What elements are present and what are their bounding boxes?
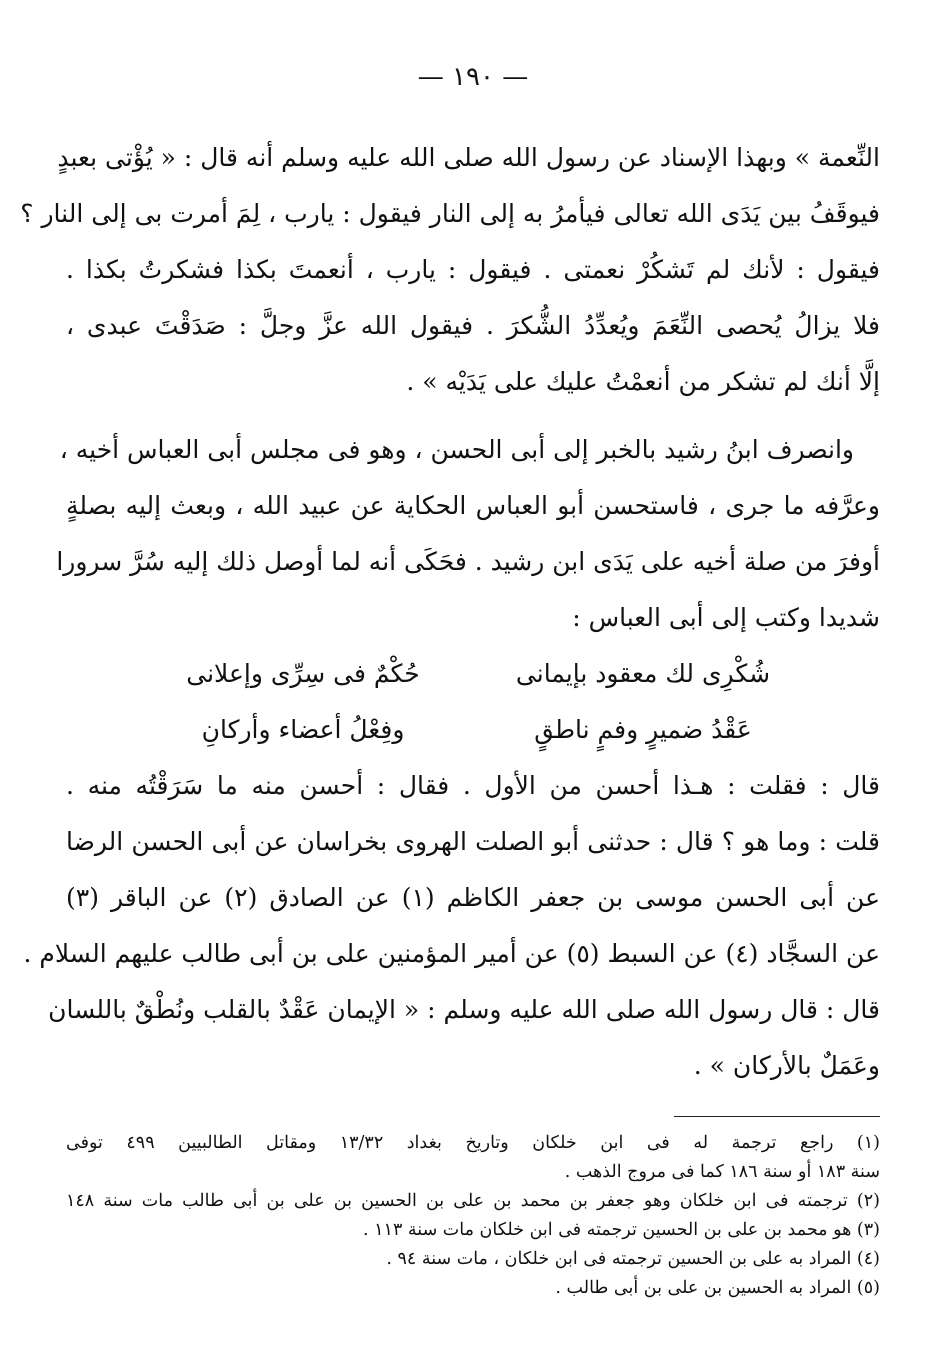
text-line: وعرَّفه ما جرى ، فاستحسن أبو العباس الحكاية عن عبيد الله ، وبعث إليه بصلةٍ [66, 491, 880, 520]
text-line: إلَّا أنك لم تشكر من أنعمْتُ عليك على يَدَيْه » . [406, 367, 880, 396]
text-line: النِّعمة » وبهذا الإسناد عن رسول الله صلى الله عليه وسلم أنه قال : « يُؤْتى بعبدٍ [57, 143, 880, 172]
text-line: فيوقَفُ بين يَدَى الله تعالى فيأمرُ به إلى النار فيقول : يارب ، لِمَ أمرت بى إلى النار ؟ [20, 199, 880, 228]
paragraph-2 [56, 422, 880, 646]
text-line: قال : فقلت : هـذا أحسن من الأول . فقال : أحسن منه ما سَرَقْتُه منه . [66, 771, 880, 800]
poem-hemistich: عَقْدُ ضميرٍ وفمٍ ناطقٍ [534, 715, 752, 744]
text-line: عن السجَّاد (٤) عن السبط (٥) عن أمير المؤمنين على بن أبى طالب عليهم السلام . [23, 939, 880, 968]
text-line: وعَمَلٌ بالأركان » . [693, 1051, 880, 1080]
footnote-line: سنة ١٨٣ أو سنة ١٨٦ كما فى مروج الذهب . [564, 1162, 880, 1182]
footnote-line: (١) راجع ترجمة له فى ابن خلكان وتاريخ بغداد ١٣/٣٢ ومقاتل الطالبيين ٤٩٩ توفى [66, 1133, 880, 1153]
text-line: شديدا وكتب إلى أبى العباس : [572, 603, 880, 632]
footnotes [66, 1129, 880, 1303]
paragraph-1 [20, 130, 880, 410]
footnote-divider [674, 1116, 880, 1117]
footnote-line: (٤) المراد به على بن الحسين ترجمته فى ابن خلكان ، مات سنة ٩٤ . [386, 1249, 880, 1269]
poem-hemistich: وفِعْلُ أعضاء وأركانِ [201, 715, 405, 744]
text-line: أوفرَ من صلة أخيه على يَدَى ابن رشيد . فحَكَى أنه لما أوصل ذلك إليه سُرَّ سرورا [56, 547, 880, 576]
poem-hemistich: حُكْمٌ فى سِرِّى وإعلانى [186, 659, 420, 688]
text-line: وانصرف ابنُ رشيد بالخبر إلى أبى الحسن ، وهو فى مجلس أبى العباس أخيه ، [59, 435, 854, 464]
text-line: فلا يزالُ يُحصى النِّعَمَ ويُعدِّدُ الشُّكرَ . فيقول الله عزَّ وجلَّ : صَدَقْتَ عبدى ، [66, 311, 880, 340]
text-line: عن أبى الحسن موسى بن جعفر الكاظم (١) عن الصادق (٢) عن الباقر (٣) [66, 883, 880, 912]
text-line: قال : قال رسول الله صلى الله عليه وسلم : « الإيمان عَقْدٌ بالقلب ونُطْقٌ باللسان [48, 995, 880, 1024]
page-number: — ١٩٠ — [417, 62, 529, 92]
footnote-line: (٥) المراد به الحسين بن على بن أبى طالب . [555, 1278, 880, 1298]
poem-hemistich: شُكْرِى لك معقود بإيمانى [515, 659, 771, 688]
main-text [20, 130, 880, 1094]
footnote-line: (٢) ترجمته فى ابن خلكان وهو جعفر بن محمد بن على بن الحسين بن على بن أبى طالب مات سنة ١٤٨ [66, 1191, 880, 1211]
poem-verse [66, 702, 880, 758]
paragraph-3 [23, 758, 880, 1094]
poem [66, 646, 880, 758]
poem-verse [66, 646, 880, 702]
text-line: فيقول : لأنك لم تَشكُرْ نعمتى . فيقول : يارب ، أنعمتَ بكذا فشكرتُ بكذا . [66, 255, 880, 284]
text-line: قلت : وما هو ؟ قال : حدثنى أبو الصلت الهروى بخراسان عن أبى الحسن الرضا [66, 827, 880, 856]
footnote-line: (٣) هو محمد بن على بن الحسين ترجمته فى ابن خلكان مات سنة ١١٣ . [363, 1220, 880, 1240]
